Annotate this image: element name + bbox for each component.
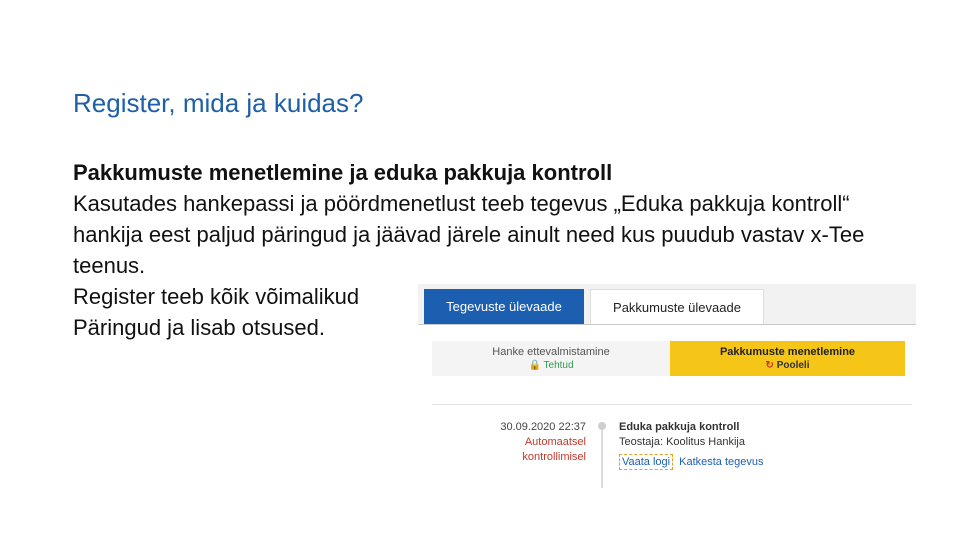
slide-paragraph-3: Päringud ja lisab otsused. <box>73 315 325 340</box>
embedded-app-screenshot <box>418 284 916 488</box>
entry-executor-line-1: Automaatsel <box>524 436 586 448</box>
slide-title: Register, mida ja kuidas? <box>73 88 364 118</box>
stage-preparation-status-label: Tehtud <box>543 360 574 371</box>
timeline-dot <box>598 422 606 430</box>
lock-icon: 🔒 <box>528 360 541 371</box>
stage-offers-processing-status <box>670 360 905 371</box>
divider <box>432 404 912 405</box>
entry-meta <box>478 420 586 465</box>
slide-heading: Pakkumuste menetlemine ja eduka pakkuja kontroll <box>73 160 613 185</box>
entry-details <box>619 420 745 450</box>
entry-timestamp: 30.09.2020 22:37 <box>500 421 586 433</box>
stage-preparation-status <box>432 360 670 371</box>
entry-actions <box>619 456 764 468</box>
stage-offers-processing-status-label: Pooleli <box>776 360 810 371</box>
view-log-link[interactable]: Vaata logi <box>619 454 673 470</box>
stage-offers-processing-name: Pakkumuste menetlemine <box>719 346 856 358</box>
stage-preparation[interactable] <box>432 341 670 376</box>
refresh-icon: ↻ <box>765 360 774 371</box>
slide-paragraph-2: Register teeb kõik võimalikud <box>73 284 360 309</box>
stage-preparation-name: Hanke ettevalmistamine <box>492 346 610 358</box>
activity-performer: Teostaja: Koolitus Hankija <box>619 436 745 448</box>
slide-paragraph-1: Kasutades hankepassi ja pöördmenetlust teeb tegevus „Eduka pakkuja kontroll“ hankija eest paljud päringud ja jäävad järele ainult need kus puudub vastav x-Tee teenus. <box>73 191 865 278</box>
stage-offers-processing[interactable] <box>670 341 905 376</box>
tab-offers-overview[interactable]: Pakkumuste ülevaade <box>590 289 764 324</box>
tab-activities-overview[interactable]: Tegevuste ülevaade <box>424 289 584 324</box>
activity-title: Eduka pakkuja kontroll <box>619 421 740 433</box>
tab-bar <box>418 284 916 325</box>
timeline-line <box>601 424 603 488</box>
cancel-activity-link[interactable]: Katkesta tegevus <box>679 456 764 468</box>
entry-executor-line-2: kontrollimisel <box>522 451 586 463</box>
